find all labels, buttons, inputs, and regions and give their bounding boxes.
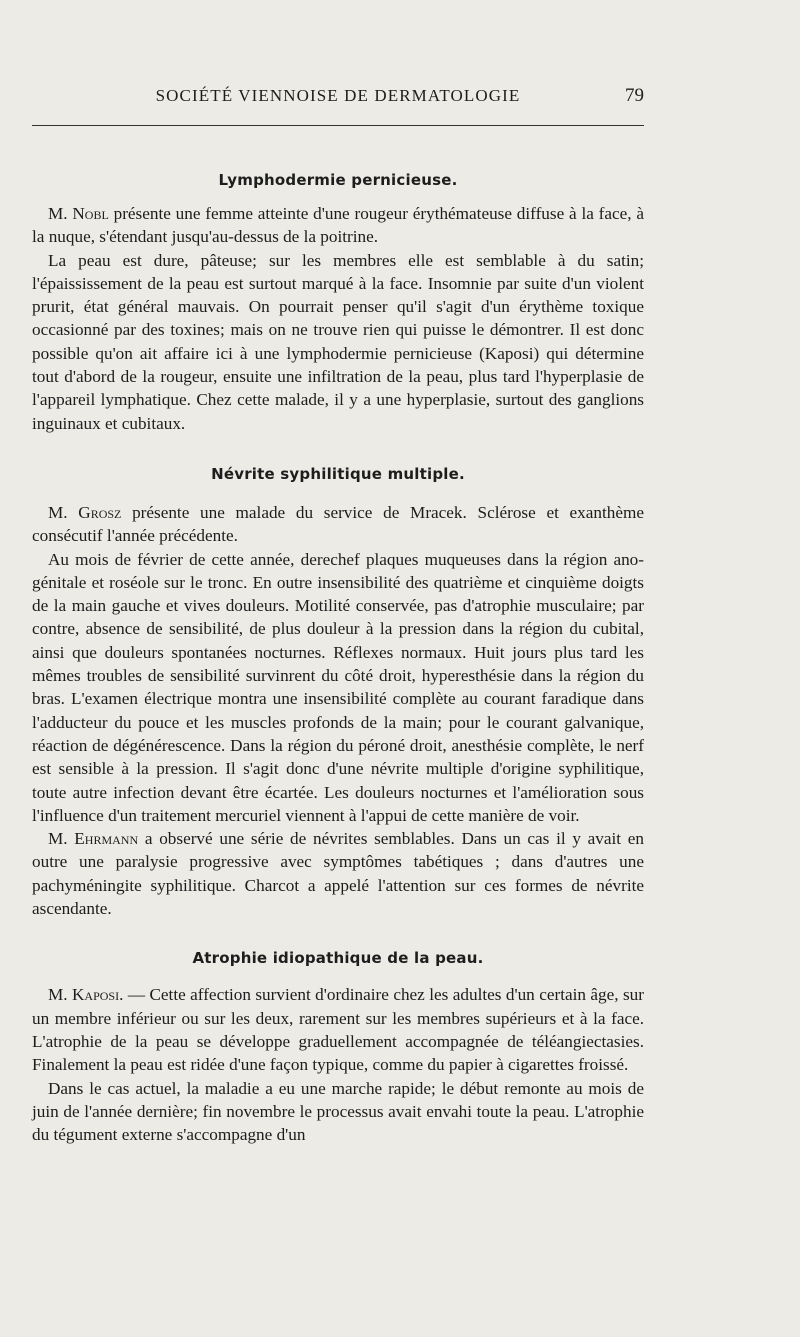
speaker-name: M. Ehrmann bbox=[48, 829, 139, 849]
paragraph bbox=[32, 548, 644, 828]
header-rule bbox=[32, 125, 644, 126]
section-heading: Lymphodermie pernicieuse. bbox=[218, 171, 458, 189]
paragraph-text: a observé une série de névrites semblables. Dans un cas il y avait en outre une paralysie progressive avec symptômes tabétiques ; dans d'autres une pachyméningite syphilitique. Charcot a appelé l'attention sur ces formes de névrite ascendante. bbox=[32, 829, 644, 919]
paragraph bbox=[32, 983, 644, 1076]
body-text bbox=[32, 165, 644, 1146]
paragraph bbox=[32, 249, 644, 435]
speaker-name: M. Kaposi. bbox=[48, 985, 124, 1005]
section-heading: Atrophie idiopathique de la peau. bbox=[192, 949, 484, 968]
paragraph bbox=[32, 1077, 644, 1147]
paragraph-text: Dans le cas actuel, la maladie a eu une marche rapide; le début remonte au mois de juin de l'année dernière; fin novembre le processus avait envahi toute la peau. L'atrophie du tégument externe s'accompagne d'un bbox=[32, 1078, 644, 1145]
speaker-name: M. Grosz bbox=[48, 502, 122, 522]
speaker-name: M. Nobl bbox=[48, 204, 109, 223]
paragraph-text: Au mois de février de cette année, derechef plaques muqueuses dans la région ano-génitale et roséole sur le tronc. En outre insensibilité des quatrième et cinquième doigts de la main gauche et vives douleurs. Motilité conservée, pas d'atrophie musculaire; par contre, absence de sensibilité, de plus douleur à la pression dans la région du cubital, ainsi que douleurs spontanées nocturnes. Réflexes normaux. Huit jours plus tard les mêmes troubles de sensibilité survinrent du côté droit, hyperesthésie dans la région du bras. L'examen électrique montra une insensibilité complète au courant faradique dans l'adducteur du pouce et les muscles profonds de la main; pour le courant galvanique, réaction de dégénérescence. Dans la région du péroné droit, anesthésie complète, le nerf est sensible à la pression. Il s'agit donc d'une névrite multiple d'origine syphilitique, toute autre infection devant être écartée. Les douleurs nocturnes et l'amélioration sous l'influence d'un traitement mercuriel viennent à l'appui de cette manière de voir. bbox=[32, 549, 644, 825]
section-atrophie bbox=[32, 949, 644, 1146]
section-heading: Névrite syphilitique multiple. bbox=[211, 464, 465, 483]
paragraph-text: présente une malade du service de Mracek. Sclérose et exanthème consécutif l'année précédente. bbox=[32, 502, 644, 546]
paragraph bbox=[32, 827, 644, 920]
page-header bbox=[32, 86, 644, 112]
paragraph bbox=[32, 501, 644, 548]
paragraph-text: — Cette affection survient d'ordinaire chez les adultes d'un certain âge, sur un membre inférieur ou sur les deux, rarement sur les membres supérieurs et à la face. L'atrophie de la peau se développe graduellement accompagnée de téléangiectasies. Finalement la peau est ridée d'une façon typique, comme du papier à cigarettes froissé. bbox=[32, 985, 644, 1075]
running-title: SOCIÉTÉ VIENNOISE DE DERMATOLOGIE bbox=[155, 86, 521, 105]
paragraph bbox=[32, 202, 644, 249]
page-number: 79 bbox=[625, 85, 644, 106]
paragraph-text: présente une femme atteinte d'une rougeur érythémateuse diffuse à la face, à la nuque, s'étendant jusqu'au-dessus de la poitrine. bbox=[32, 204, 644, 247]
section-lymphodermie bbox=[32, 171, 644, 435]
paragraph-text: La peau est dure, pâteuse; sur les membres elle est semblable à du satin; l'épaississement de la peau est surtout marqué à la face. Insomnie par suite d'un violent prurit, état général mauvais. On pourrait penser qu'il s'agit d'un érythème toxique occasionné par des toxines; mais on ne trouve rien qui puisse le démontrer. Il est donc possible qu'on ait affaire ici à une lymphodermie pernicieuse (Kaposi) qui détermine tout d'abord de la rougeur, ensuite une infiltration de la peau, plus tard l'hyperplasie de l'appareil lymphatique. Chez cette malade, il y a une hyperplasie, surtout des ganglions inguinaux et cubitaux. bbox=[32, 250, 644, 433]
section-nevrite bbox=[32, 465, 644, 920]
